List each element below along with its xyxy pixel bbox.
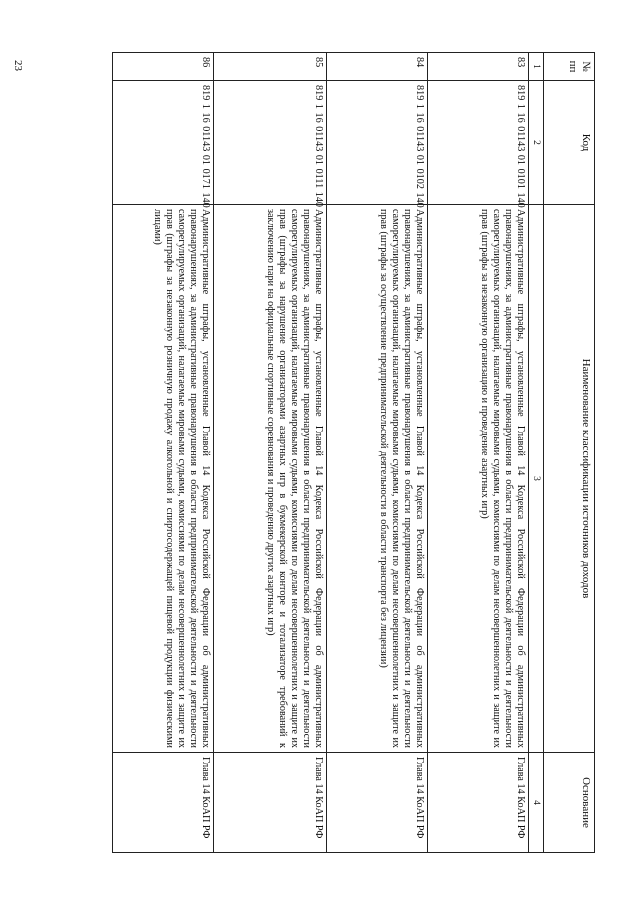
header-code: Код [544, 81, 595, 205]
col-number-3: 3 [529, 205, 544, 753]
table-row [113, 53, 214, 853]
row-basis: Глава 14 КоАП РФ [214, 753, 327, 853]
row-code: 819 1 16 01143 01 0101 140 [428, 81, 529, 205]
col-number-2: 2 [529, 81, 544, 205]
col-number-1: 1 [529, 53, 544, 81]
rotated-sheet [95, 52, 595, 852]
header-number: № пп [544, 53, 595, 81]
row-code: 819 1 16 01143 01 0111 140 [214, 81, 327, 205]
row-name: Административные штрафы, установленные Главой 14 Кодекса Российской Федерации об административных правонарушениях, за административные правонарушения в области предпринимательской деятельности и деятельности саморегулируемых организаций, налагаемые мировыми судьями, комиссиями по делам несовершеннолетних и защите их прав (штрафы за незаконную организацию и проведение азартных игр) [428, 205, 529, 753]
row-number: 86 [113, 53, 214, 81]
row-code: 819 1 16 01143 01 0102 140 [327, 81, 428, 205]
row-basis: Глава 14 КоАП РФ [428, 753, 529, 853]
table-row [214, 53, 327, 853]
row-number: 85 [214, 53, 327, 81]
table-row [428, 53, 529, 853]
row-basis: Глава 14 КоАП РФ [327, 753, 428, 853]
row-code: 819 1 16 01143 01 0171 140 [113, 81, 214, 205]
header-name: Наименование классификации источников доходов [544, 205, 595, 753]
header-basis: Основание [544, 753, 595, 853]
row-number: 83 [428, 53, 529, 81]
row-basis: Глава 14 КоАП РФ [113, 753, 214, 853]
page-number: 23 [12, 60, 24, 71]
income-classification-table [112, 52, 595, 853]
row-name: Административные штрафы, установленные Главой 14 Кодекса Российской Федерации об административных правонарушениях, за административные правонарушения в области предпринимательской деятельности и деятельности саморегулируемых организаций, налагаемые мировыми судьями, комиссиями по делам несовершеннолетних и защите их прав (штрафы за нарушение организаторами азартных игр в букмекерской конторе и тотализаторе требований к заключению пари на официальные спортивные соревнования и проведению других азартных игр) [214, 205, 327, 753]
row-name: Административные штрафы, установленные Главой 14 Кодекса Российской Федерации об административных правонарушениях, за административные правонарушения в области предпринимательской деятельности и деятельности саморегулируемых организаций, налагаемые мировыми судьями, комиссиями по делам несовершеннолетних и защите их прав (штрафы за незаконную розничную продажу алкогольной и спиртосодержащей пищевой продукции физическими лицами) [113, 205, 214, 753]
col-number-4: 4 [529, 753, 544, 853]
table-row [327, 53, 428, 853]
row-name: Административные штрафы, установленные Главой 14 Кодекса Российской Федерации об административных правонарушениях, за административные правонарушения в области предпринимательской деятельности и деятельности саморегулируемых организаций, налагаемые мировыми судьями, комиссиями по делам несовершеннолетних и защите их прав (штрафы за осуществление предпринимательской деятельности в области транспорта без лицензии) [327, 205, 428, 753]
row-number: 84 [327, 53, 428, 81]
